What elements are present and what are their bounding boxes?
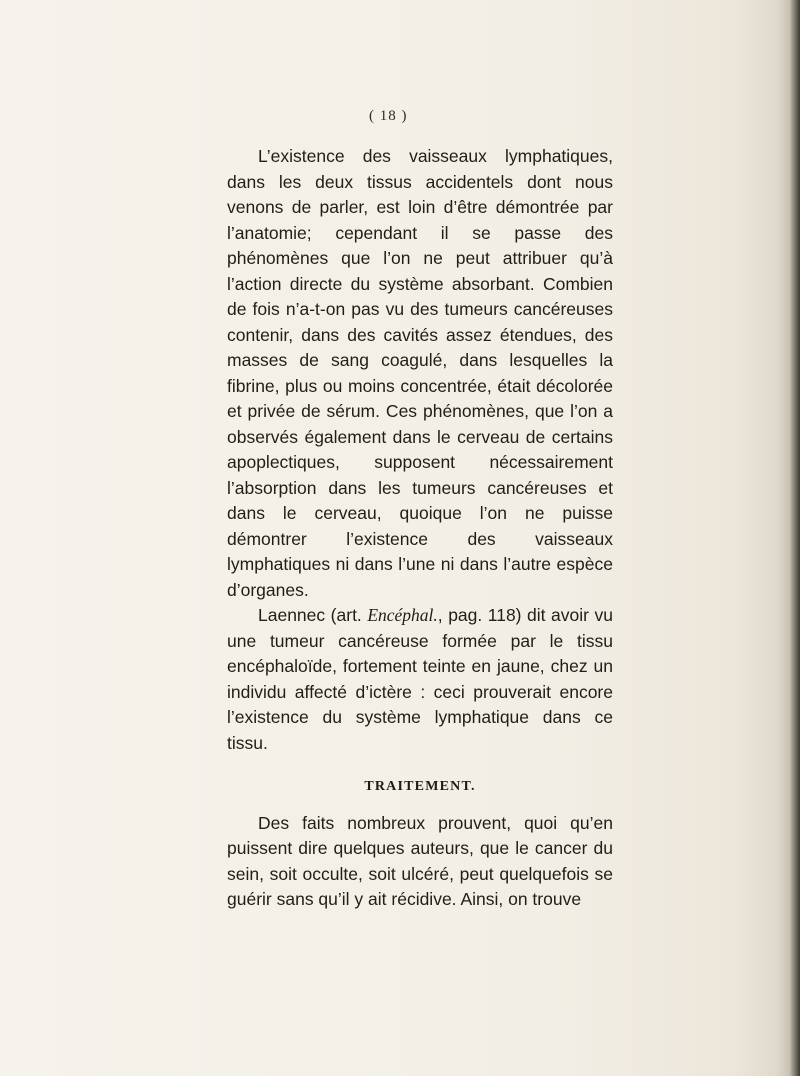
page-number: ( 18 ) (369, 108, 408, 124)
paragraph-lymphatic-vessels: L’existence des vaisseaux lymphatiques, dans les deux tissus accidentels dont nous venons de parler, est loin d’être démontrée par l’anatomie; cependant il se passe des phénomènes que l’on ne peut attribuer qu’à l’action directe du système absorbant. Combien de fois n’a-t-on pas vu des tumeurs cancéreuses contenir, dans des cavités assez étendues, des masses de sang coagulé, dans lesquelles la fibrine, plus ou moins concentrée, était décolorée et privée de sérum. Ces phénomènes, que l’on a observés également dans le cerveau de certains apoplectiques, supposent nécessairement l’absorption dans les tumeurs cancéreuses et dans le cerveau, quoique l’on ne puisse démontrer l’existence des vaisseaux lymphatiques ni dans l’une ni dans l’autre espèce d’organes. (227, 146, 613, 600)
page-text-block (227, 144, 613, 913)
section-heading-traitement: TRAITEMENT. (364, 779, 476, 794)
paragraph-laennec-body: , pag. 118) dit avoir vu une tumeur cancéreuse formée par le tissu encéphaloïde, fortement teinte en jaune, chez un individu affecté d’ictère : ceci prouverait encore l’existence du système lymphatique dans ce tissu. (227, 605, 614, 753)
paragraph-treatment: Des faits nombreux prouvent, quoi qu’en puissent dire quelques auteurs, que le cancer du sein, soit occulte, soit ulcéré, peut quelquefois se guérir sans qu’il y ait récidive. Ainsi, on trouve (227, 812, 613, 909)
paragraph-laennec-intro: Laennec (art. (258, 605, 368, 625)
page-edge-shadow (776, 0, 800, 1076)
cited-article-title: Encéphal. (367, 605, 438, 625)
paragraph-laennec (227, 603, 613, 756)
